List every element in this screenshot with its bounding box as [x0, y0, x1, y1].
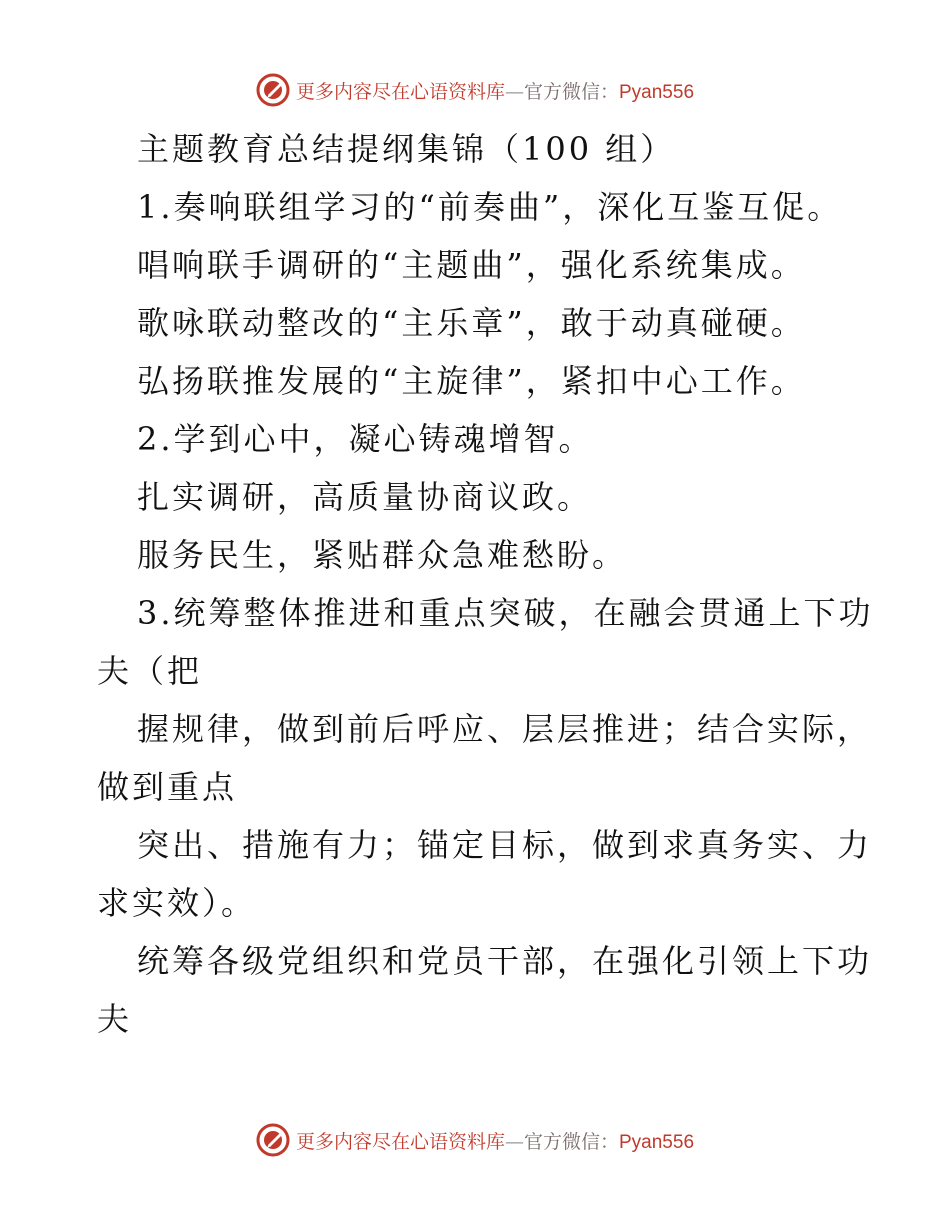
banner-dash: —	[504, 1130, 524, 1153]
brand-logo-icon	[256, 1123, 290, 1157]
doc-line-8: 3.统筹整体推进和重点突破，在融会贯通上下功	[137, 594, 874, 632]
doc-line-7: 服务民生，紧贴群众急难愁盼。	[137, 536, 628, 574]
doc-line-13: 求实效）。	[97, 884, 257, 922]
footer-banner	[0, 1120, 950, 1160]
banner-account: Pyan556	[619, 1131, 695, 1153]
doc-line-5: 2.学到心中，凝心铸魂增智。	[137, 420, 594, 458]
banner-main-text: 更多内容尽在心语资料库	[295, 80, 505, 103]
doc-line-1: 1.奏响联组学习的“前奏曲”，深化互鉴互促。	[137, 188, 843, 226]
doc-line-15: 夫	[97, 1000, 133, 1038]
header-banner	[0, 70, 950, 110]
doc-line-11: 做到重点	[97, 768, 238, 806]
document-body	[97, 120, 874, 1048]
banner-wechat-label: 官方微信：	[523, 1130, 619, 1153]
banner-account: Pyan556	[619, 81, 695, 103]
doc-line-3: 歌咏联动整改的“主乐章”，敢于动真碰硬。	[137, 304, 806, 342]
doc-line-2: 唱响联手调研的“主题曲”，强化系统集成。	[137, 246, 806, 284]
doc-line-12: 突出、措施有力；锚定目标，做到求真务实、力	[137, 826, 873, 864]
doc-line-4: 弘扬联推发展的“主旋律”，紧扣中心工作。	[137, 362, 806, 400]
doc-line-9: 夫（把	[97, 652, 203, 690]
brand-logo-icon	[256, 73, 290, 107]
doc-title: 主题教育总结提纲集锦（100 组）	[137, 130, 676, 168]
doc-line-6: 扎实调研，高质量协商议政。	[137, 478, 593, 516]
banner-text	[296, 1127, 694, 1154]
banner-dash: —	[504, 80, 524, 103]
banner-text	[296, 77, 694, 104]
banner-wechat-label: 官方微信：	[523, 80, 619, 103]
doc-line-14: 统筹各级党组织和党员干部，在强化引领上下功	[137, 942, 873, 980]
doc-line-10: 握规律，做到前后呼应、层层推进；结合实际，	[137, 710, 873, 748]
banner-main-text: 更多内容尽在心语资料库	[295, 1130, 505, 1153]
